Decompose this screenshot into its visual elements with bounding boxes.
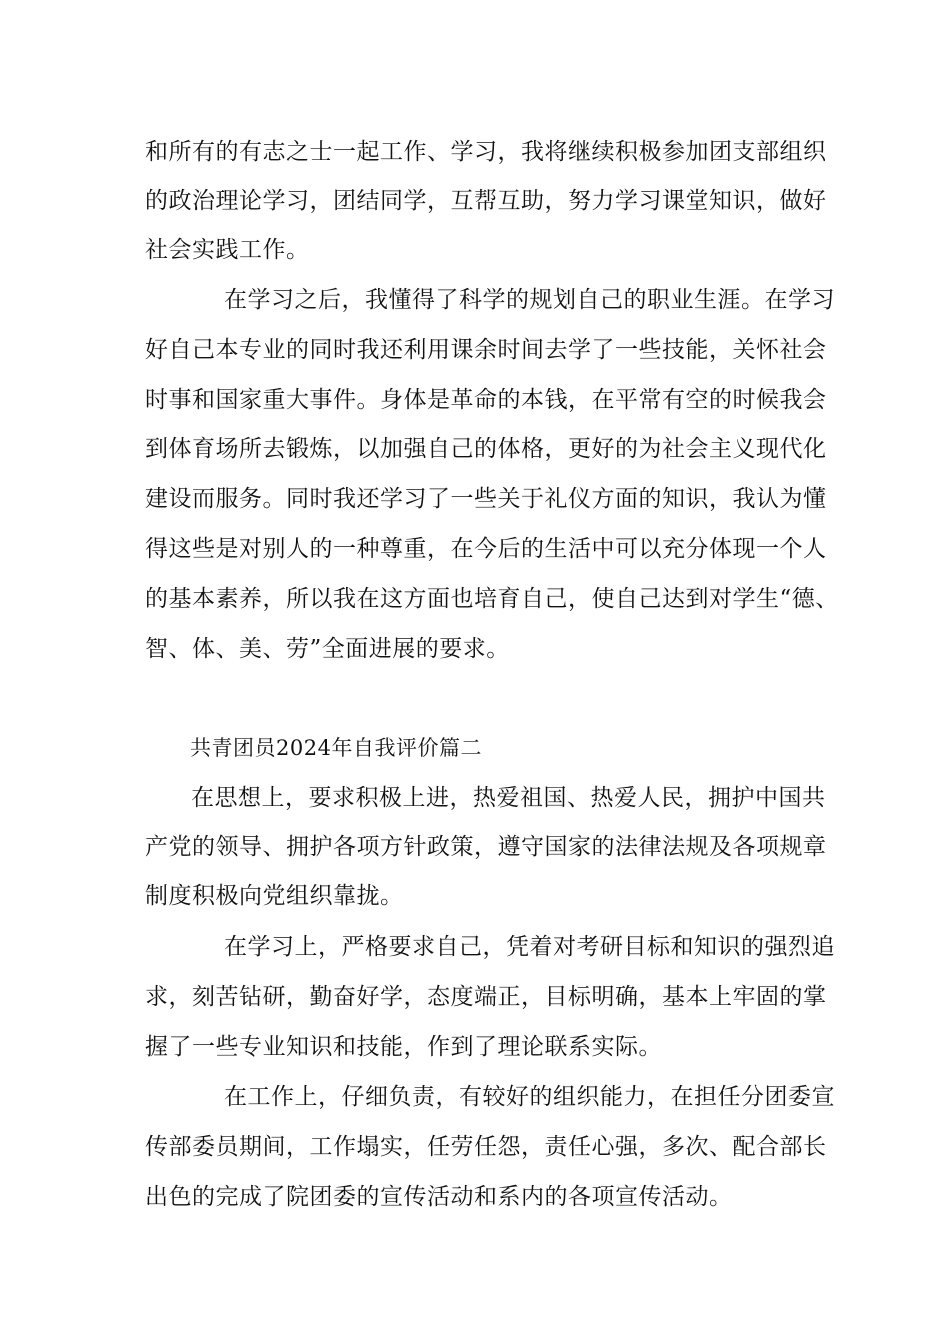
paragraph-line: 到体育场所去锻炼，以加强自己的体格，更好的为社会主义现代化 [145,436,827,462]
paragraph-line: 在学习之后，我懂得了科学的规划自己的职业生涯。在学习 [224,287,835,313]
paragraph-line: 建设而服务。同时我还学习了一些关于礼仪方面的知识，我认为懂 [145,486,827,512]
paragraph-line: 产党的领导、拥护各项方针政策，遵守国家的法律法规及各项规章 [145,834,827,860]
paragraph-line: 的政治理论学习，团结同学，互帮互助，努力学习课堂知识，做好 [145,188,827,214]
paragraph-line: 握了一些专业知识和技能，作到了理论联系实际。 [145,1034,662,1060]
paragraph-line: 的基本素养，所以我在这方面也培育自己，使自己达到对学生“德、 [145,586,839,612]
paragraph-line: 求，刻苦钻研，勤奋好学，态度端正，目标明确，基本上牢固的掌 [145,984,827,1010]
paragraph-line: 在工作上，仔细负责，有较好的组织能力，在担任分团委宣 [224,1084,835,1110]
paragraph-line: 在学习上，严格要求自己，凭着对考研目标和知识的强烈追 [224,934,835,960]
paragraph-line: 好自己本专业的同时我还利用课余时间去学了一些技能，关怀社会 [145,337,827,363]
paragraph-line: 社会实践工作。 [145,237,310,263]
paragraph-line: 时事和国家重大事件。身体是革命的本钱，在平常有空的时候我会 [145,387,827,413]
paragraph-line: 得这些是对别人的一种尊重，在今后的生活中可以充分体现一个人 [145,536,827,562]
section-heading: 共青团员2024年自我评价篇二 [190,736,482,760]
paragraph-line: 传部委员期间，工作塌实，任劳任怨，责任心强，多次、配合部长 [145,1134,827,1160]
paragraph-line: 制度积极向党组织靠拢。 [145,883,404,909]
paragraph-line: 智、体、美、劳”全面进展的要求。 [145,636,510,662]
paragraph-line: 和所有的有志之士一起工作、学习，我将继续积极参加团支部组织 [145,139,827,165]
paragraph-line: 在思想上，要求积极上进，热爱祖国、热爱人民，拥护中国共 [191,785,826,811]
paragraph-line: 出色的完成了院团委的宣传活动和系内的各项宣传活动。 [145,1184,733,1210]
